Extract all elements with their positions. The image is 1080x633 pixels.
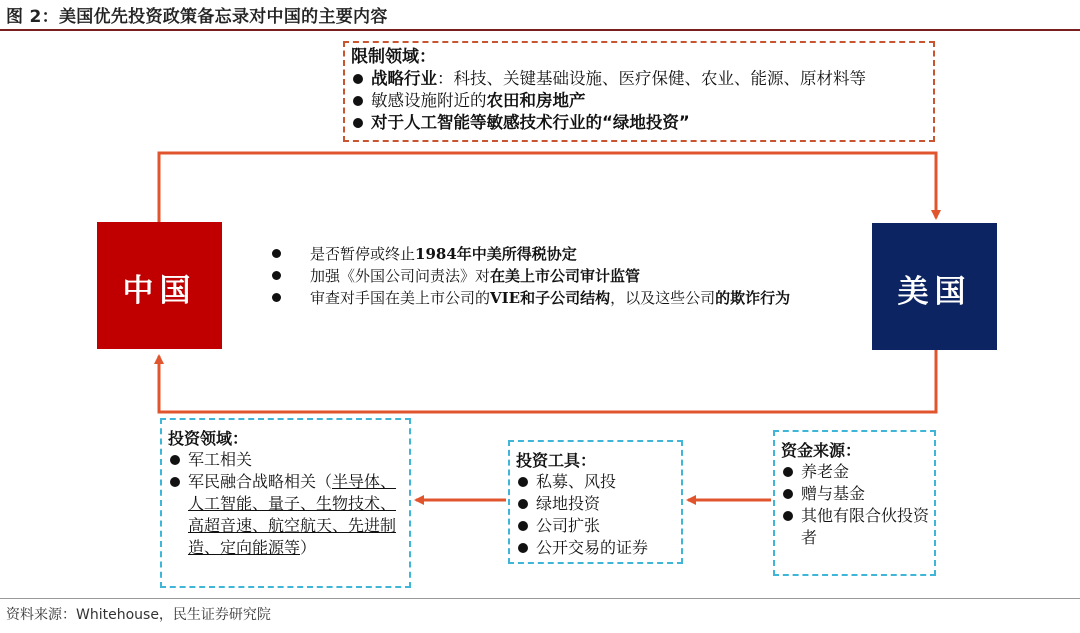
tool-item [516,471,648,493]
tool-item [516,515,648,537]
fund-sources-title: 资金来源： [781,441,862,460]
tool-item-text: 公开交易的证券 [536,538,649,557]
center-item-text: 是否暂停或终止 [310,245,416,263]
bullet-icon [170,477,180,487]
center-item [270,265,810,287]
bullet-icon [353,96,363,106]
top-loop-arrow [159,153,936,222]
china-node [97,222,222,349]
tool-item-text: 公司扩张 [536,516,601,535]
bullet-icon [518,543,528,553]
fund-item-text: 其他有限合伙投资者 [801,506,930,547]
tool-item-text: 绿地投资 [536,494,601,513]
restricted-item-bold: 战略行业 [371,69,437,88]
restricted-areas-title: 限制领域： [351,47,436,67]
source-note: 资料来源：Whitehouse，民生证券研究院 [6,607,271,623]
fund-item [781,483,929,505]
fund-item [781,505,929,549]
center-measures-list [270,243,810,309]
restricted-item [351,90,866,112]
fund-item-text: 养老金 [801,462,850,481]
bullet-icon [518,521,528,531]
center-item-text: ，以及这些公司 [610,289,716,307]
fund-sources-box [773,430,936,576]
bullet-icon [783,511,793,521]
bullet-icon [783,489,793,499]
investment-tools-box [508,440,683,564]
field-item-text: 军工相关 [188,450,253,469]
bullet-icon [170,455,180,465]
bullet-icon [272,293,281,302]
usa-label: 美国 [897,274,972,310]
restricted-item-bold: 农田和房地产 [486,91,586,110]
figure-title: 图 2：美国优先投资政策备忘录对中国的主要内容 [6,7,388,27]
bullet-icon [353,74,363,84]
restricted-areas-box [343,41,935,142]
field-item-underlined: 半导体、人工智能、量子、生物技术、高超音速、航空航天、先进制造、定向能源等 [188,472,397,557]
tool-item [516,537,648,559]
center-item-bold: VIE和子公司结构 [490,289,611,307]
bullet-icon [518,477,528,487]
center-item [270,243,810,265]
center-item-text: 加强《外国公司问责法》对 [310,267,491,285]
center-item-text: 审查对手国在美上市公司的 [310,289,491,307]
usa-node [872,223,997,350]
investment-fields-title: 投资领域： [168,429,249,448]
footer-divider [0,598,1080,599]
restricted-item-text: ：科技、关键基础设施、医疗保健、农业、能源、原材料等 [437,69,866,88]
field-item-text: 军民融合战略相关（ [188,472,333,491]
bullet-icon [272,249,281,258]
bullet-icon [353,118,363,128]
restricted-item [351,68,866,90]
bottom-loop-arrow [159,350,936,412]
fund-item [781,461,929,483]
field-item [168,449,403,471]
center-item-bold: 的欺诈行为 [715,289,791,307]
investment-fields-box [160,418,411,588]
restricted-item-bold: 对于人工智能等敏感技术行业的“绿地投资” [371,113,690,132]
bullet-icon [272,271,281,280]
restricted-item-text: 敏感设施附近的 [371,91,487,110]
fund-item-text: 赠与基金 [801,484,866,503]
center-item [270,287,810,309]
center-item-bold: 在美上市公司审计监管 [490,267,641,285]
restricted-item [351,112,866,134]
tool-item [516,493,648,515]
bullet-icon [518,499,528,509]
china-label: 中国 [122,273,197,309]
investment-tools-title: 投资工具： [516,451,597,470]
field-item-tail: ） [300,538,317,557]
bullet-icon [783,467,793,477]
field-item [168,471,403,559]
center-item-bold: 1984年中美所得税协定 [415,245,577,263]
tool-item-text: 私募、风投 [536,472,617,491]
